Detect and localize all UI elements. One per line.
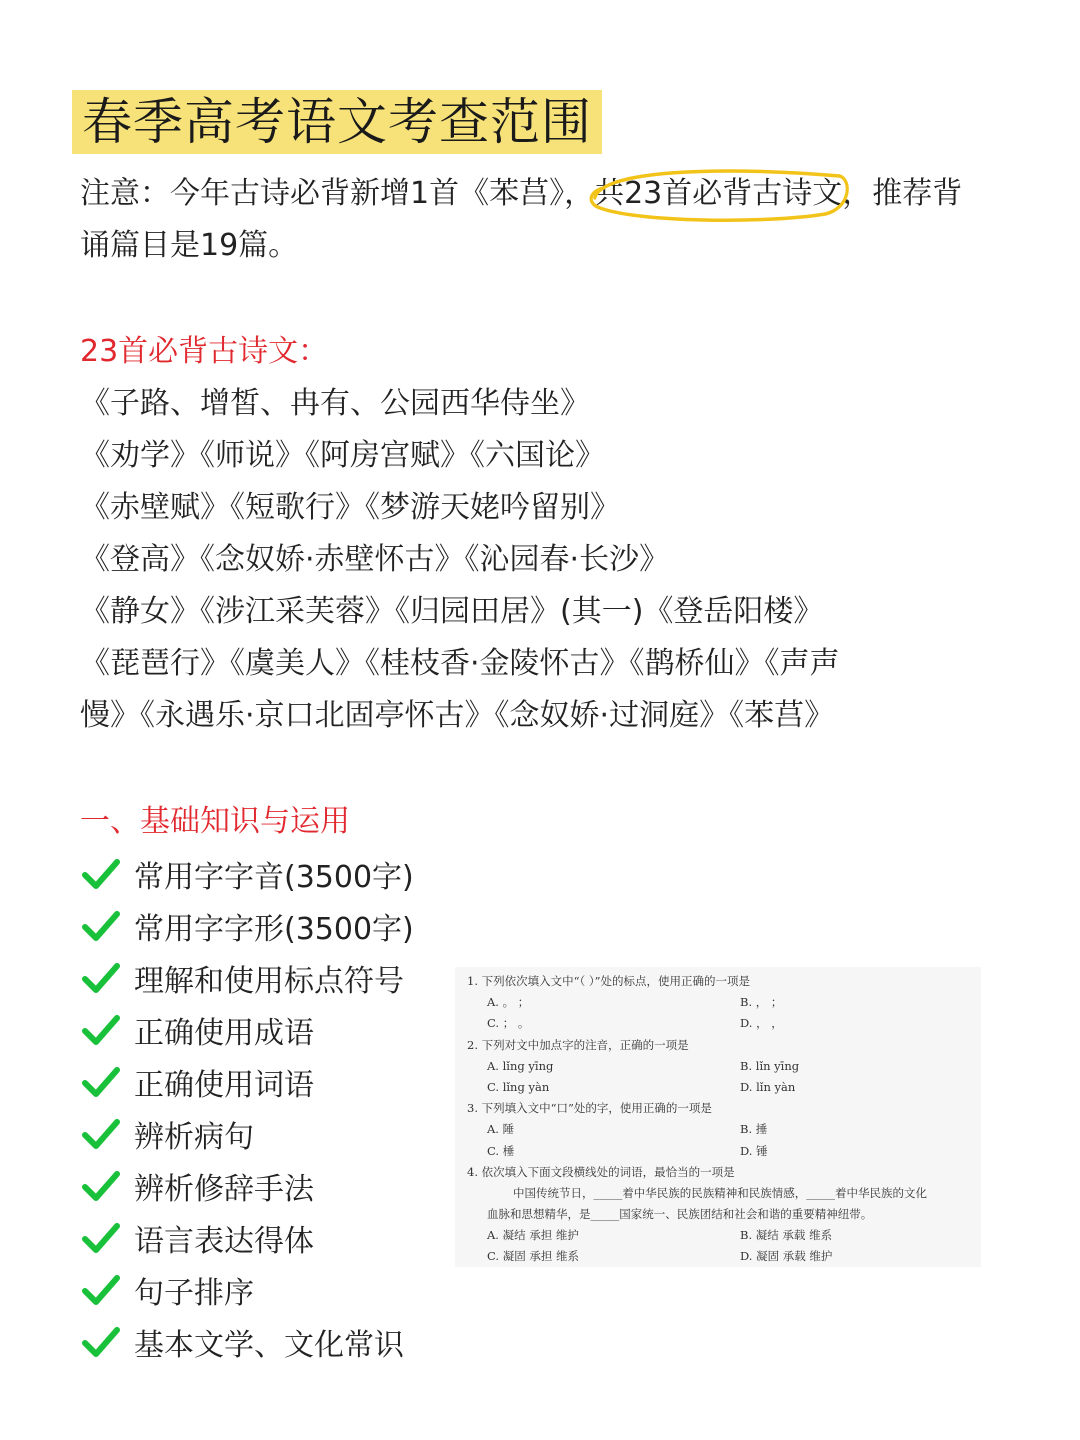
exam-option: C. 凝固 承担 维系 bbox=[487, 1249, 580, 1264]
list-item bbox=[80, 1212, 414, 1264]
exam-option: A. 凝结 承担 维护 bbox=[487, 1228, 579, 1243]
exam-option: D. 凝固 承载 维护 bbox=[740, 1249, 833, 1264]
exam-sample-image bbox=[455, 967, 981, 1267]
exam-options-row bbox=[467, 1077, 973, 1098]
check-icon bbox=[80, 1116, 122, 1152]
list-item-label: 辨析修辞手法 bbox=[134, 1172, 314, 1207]
list-item bbox=[80, 1264, 414, 1316]
poem-line: 《子路、增皙、冉有、公园西华侍坐》 bbox=[80, 386, 590, 421]
list-item bbox=[80, 1316, 414, 1368]
list-item bbox=[80, 1056, 414, 1108]
list-item-label: 基本文学、文化常识 bbox=[134, 1328, 404, 1363]
exam-question: 2. 下列对文中加点字的注音，正确的一项是 bbox=[467, 1037, 689, 1052]
poem-line: 《琵琶行》《虞美人》《桂枝香·金陵怀古》《鹊桥仙》《声声 bbox=[80, 646, 840, 681]
exam-options-row bbox=[467, 1013, 973, 1034]
poems-heading: 23首必背古诗文： bbox=[80, 334, 329, 369]
section-heading: 一、基础知识与运用 bbox=[80, 804, 350, 839]
check-icon bbox=[80, 1220, 122, 1256]
check-icon bbox=[80, 908, 122, 944]
exam-options-row bbox=[467, 1119, 973, 1140]
exam-question: 3. 下列填入文中“口”处的字，使用正确的一项是 bbox=[467, 1101, 712, 1116]
list-item bbox=[80, 952, 414, 1004]
poem-line: 《赤壁赋》《短歌行》《梦游天姥吟留别》 bbox=[80, 490, 620, 525]
list-item-label: 辨析病句 bbox=[134, 1120, 254, 1155]
list-item-label: 正确使用成语 bbox=[134, 1016, 314, 1051]
list-item bbox=[80, 1004, 414, 1056]
exam-option: A. 。 ； bbox=[487, 995, 530, 1010]
check-icon bbox=[80, 1324, 122, 1360]
exam-options-row bbox=[467, 1225, 973, 1246]
exam-option: A. 陲 bbox=[487, 1122, 515, 1137]
exam-option: B. 凝结 承载 维系 bbox=[740, 1228, 833, 1243]
check-icon bbox=[80, 960, 122, 996]
checklist bbox=[80, 848, 414, 1368]
poem-line: 《静女》《涉江采芙蓉》《归园田居》(其一)《登岳阳楼》 bbox=[80, 594, 824, 629]
poem-line: 慢》《永遇乐·京口北固亭怀古》《念奴娇·过洞庭》《苯莒》 bbox=[80, 698, 835, 733]
exam-option: A. lǐng yīng bbox=[487, 1058, 554, 1073]
exam-option: D. 锤 bbox=[740, 1143, 768, 1158]
note-paragraph bbox=[80, 168, 980, 272]
poem-line: 《劝学》《师说》《阿房宫赋》《六国论》 bbox=[80, 438, 605, 473]
check-icon bbox=[80, 856, 122, 892]
exam-passage: 血脉和思想精华，是_____国家统一、民族团结和社会和谐的重要精神纽带。 bbox=[487, 1207, 873, 1222]
list-item-label: 语言表达得体 bbox=[134, 1224, 314, 1259]
page-title: 春季高考语文考查范围 bbox=[72, 90, 602, 154]
check-icon bbox=[80, 1168, 122, 1204]
list-item-label: 常用字字音(3500字) bbox=[134, 860, 414, 895]
exam-options-row bbox=[467, 1056, 973, 1077]
note-highlight bbox=[594, 168, 842, 220]
note-after: ，推荐背诵篇目是19篇。 bbox=[80, 176, 963, 263]
exam-option: D. ， ， bbox=[740, 1016, 783, 1031]
note-highlight-text: 共23首必背古诗文 bbox=[594, 176, 843, 211]
exam-options-row bbox=[467, 1141, 973, 1162]
check-icon bbox=[80, 1272, 122, 1308]
list-item-label: 正确使用词语 bbox=[134, 1068, 314, 1103]
check-icon bbox=[80, 1064, 122, 1100]
exam-options-row bbox=[467, 1246, 973, 1267]
exam-option: D. lǐn yàn bbox=[740, 1079, 796, 1094]
poems-list bbox=[80, 378, 980, 742]
list-item-label: 句子排序 bbox=[134, 1276, 254, 1311]
exam-option: C. lǐng yàn bbox=[487, 1079, 550, 1094]
exam-options-row bbox=[467, 992, 973, 1013]
list-item bbox=[80, 1108, 414, 1160]
exam-option: B. 捶 bbox=[740, 1122, 768, 1137]
exam-option: C. ； 。 bbox=[487, 1016, 530, 1031]
exam-question: 4. 依次填入下面文段横线处的词语，最恰当的一项是 bbox=[467, 1164, 735, 1179]
exam-question: 1. 下列依次填入文中“（ ）”处的标点，使用正确的一项是 bbox=[467, 974, 751, 988]
list-item-label: 理解和使用标点符号 bbox=[134, 964, 404, 999]
list-item bbox=[80, 900, 414, 952]
poem-line: 《登高》《念奴娇·赤壁怀古》《沁园春·长沙》 bbox=[80, 542, 670, 577]
check-icon bbox=[80, 1012, 122, 1048]
list-item bbox=[80, 848, 414, 900]
exam-option: C. 棰 bbox=[487, 1143, 515, 1158]
exam-passage: 中国传统节日，_____着中华民族的民族精神和民族情感，_____着中华民族的文化 bbox=[513, 1185, 927, 1200]
exam-option: B. ， ； bbox=[740, 995, 783, 1010]
list-item bbox=[80, 1160, 414, 1212]
note-before: 注意：今年古诗必背新增1首《苯莒》， bbox=[80, 176, 595, 211]
circle-highlight-icon bbox=[584, 164, 852, 224]
list-item-label: 常用字字形(3500字) bbox=[134, 912, 414, 947]
exam-option: B. lǐn yīng bbox=[740, 1058, 800, 1073]
title-block bbox=[72, 90, 602, 154]
